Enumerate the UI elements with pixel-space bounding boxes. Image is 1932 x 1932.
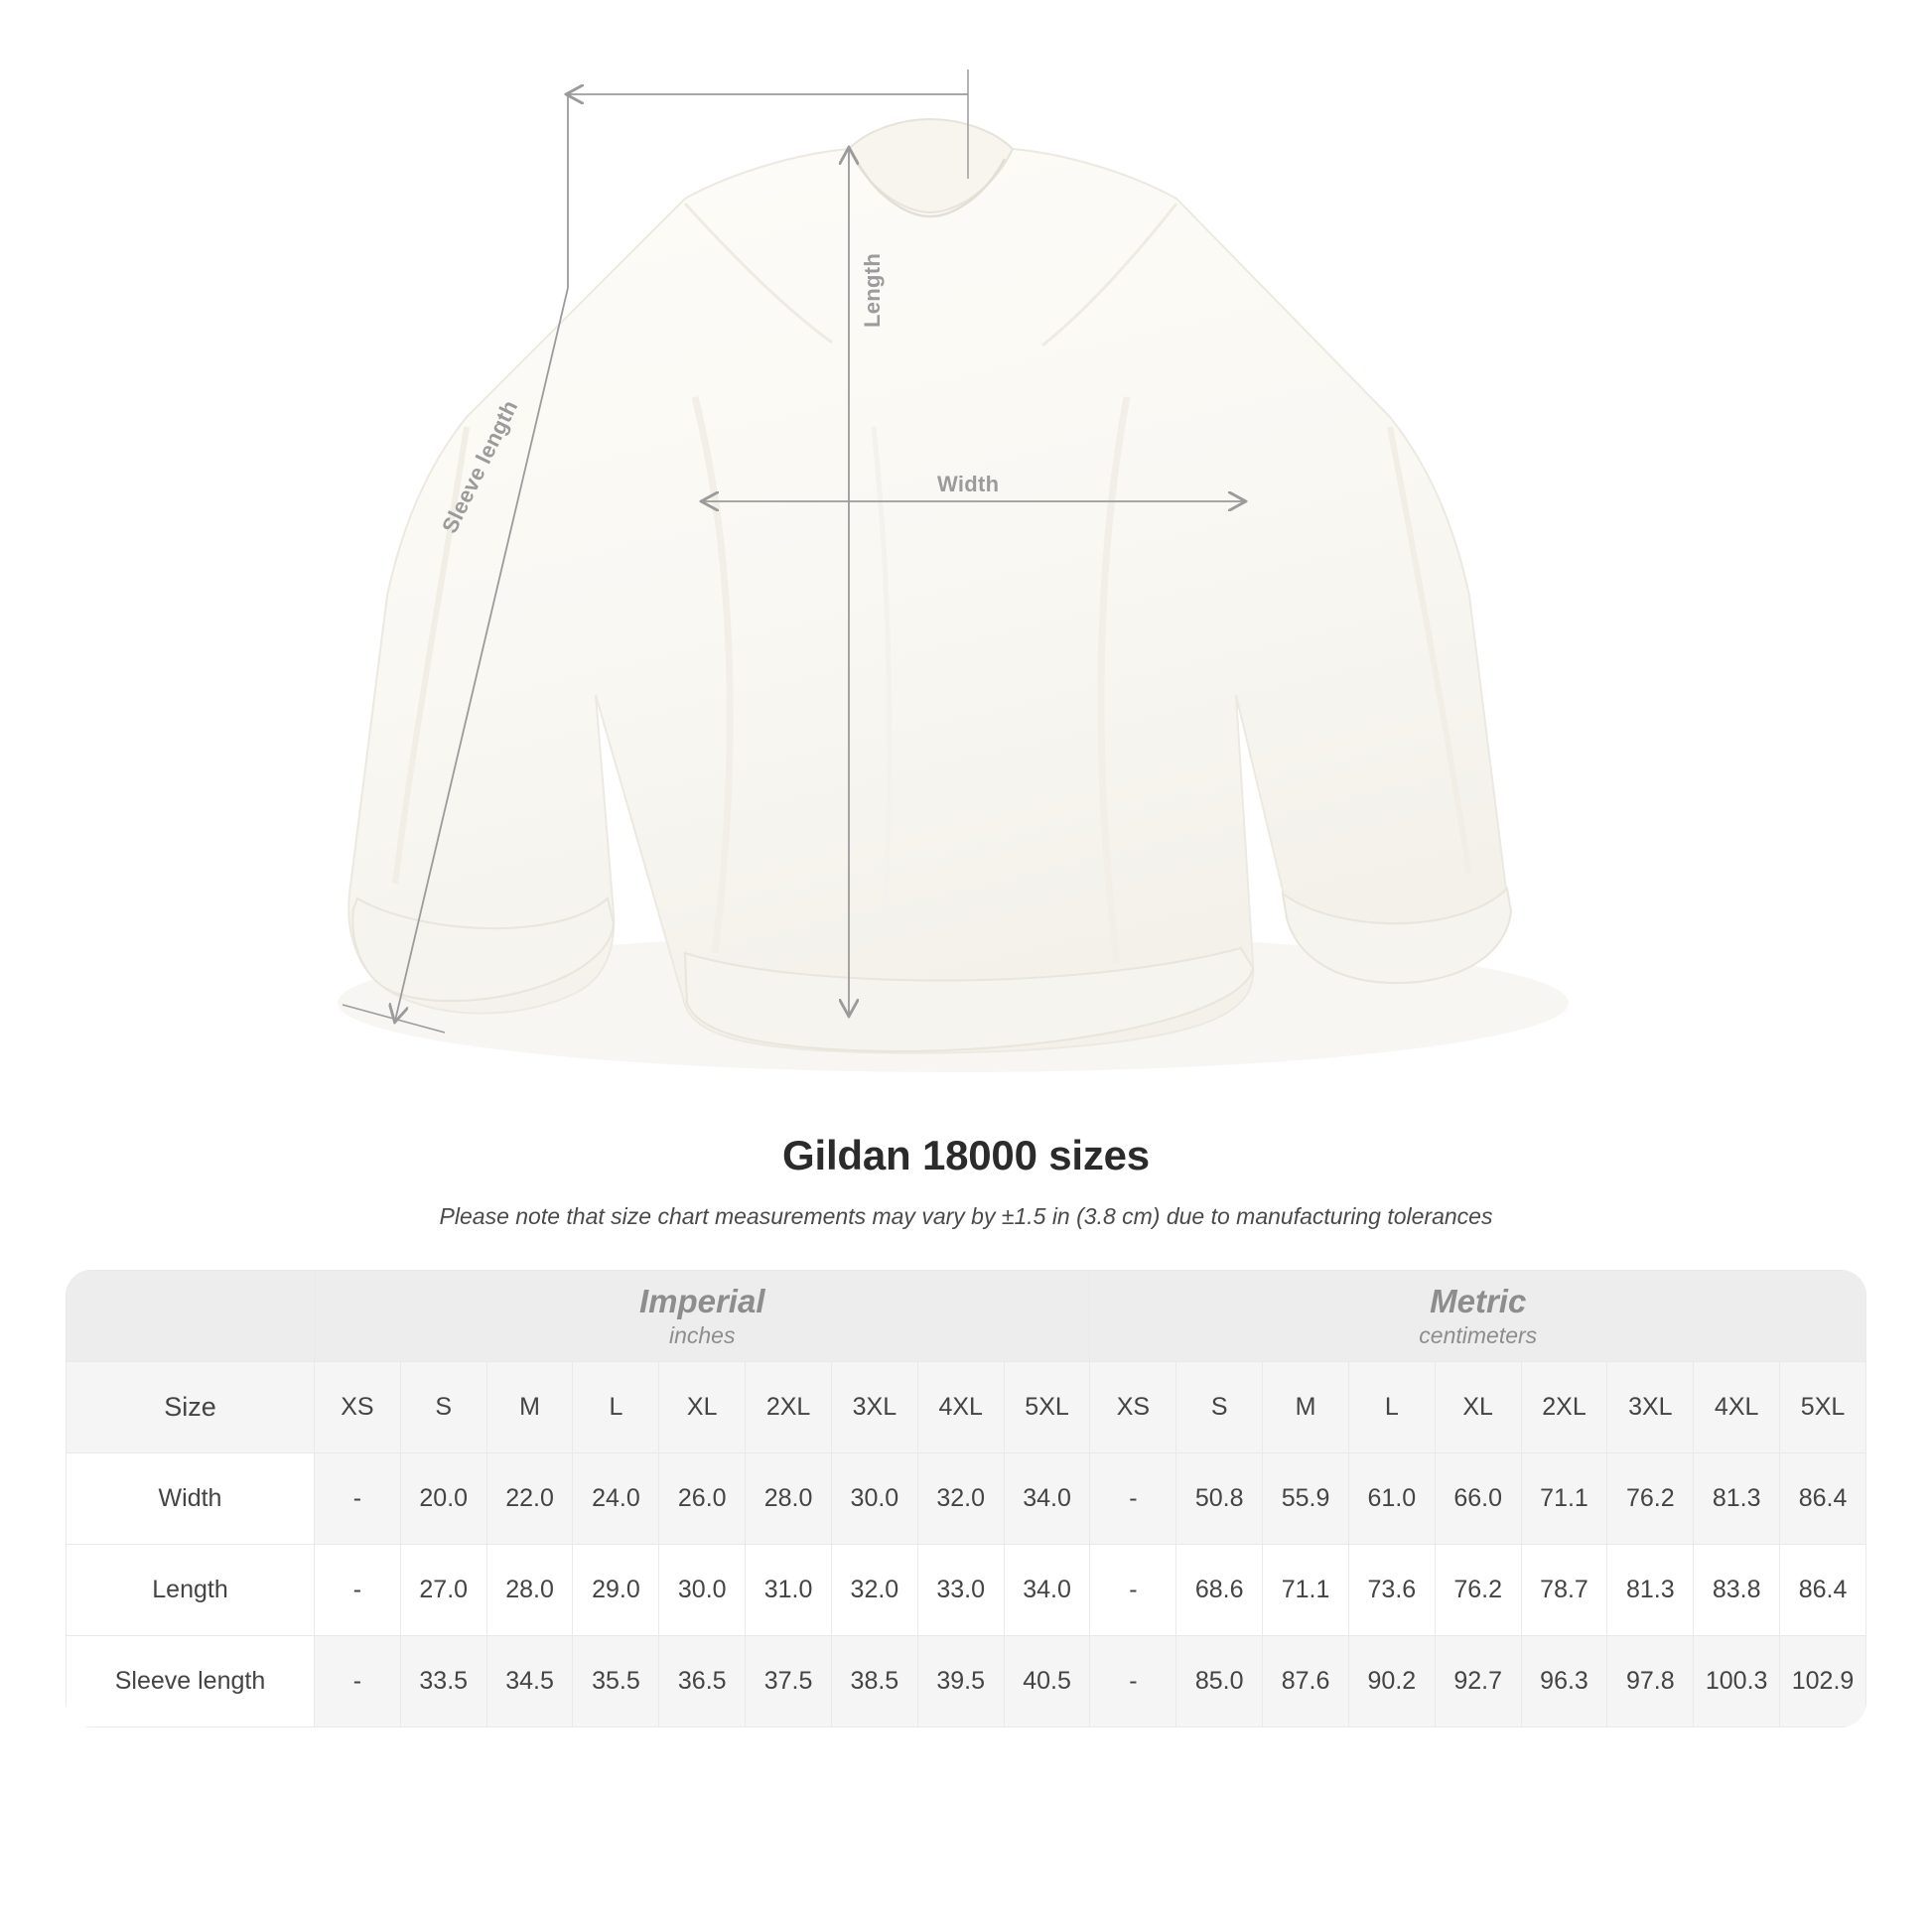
imperial-unit-name: Imperial xyxy=(638,1282,765,1319)
cell: 97.8 xyxy=(1607,1636,1694,1727)
page-title: Gildan 18000 sizes xyxy=(782,1132,1150,1178)
cell: 20.0 xyxy=(400,1453,486,1545)
cell: 96.3 xyxy=(1521,1636,1607,1727)
table-row xyxy=(67,1636,1866,1727)
cell: 102.9 xyxy=(1780,1636,1866,1727)
cell: 30.0 xyxy=(831,1453,917,1545)
cell: 27.0 xyxy=(400,1545,486,1636)
cell: 40.5 xyxy=(1004,1636,1090,1727)
cell: 33.5 xyxy=(400,1636,486,1727)
cell: 87.6 xyxy=(1263,1636,1349,1727)
cell: 31.0 xyxy=(746,1545,832,1636)
size-header-row xyxy=(67,1362,1866,1453)
row-label-sleeve-length: Sleeve length xyxy=(67,1636,315,1727)
cell: 37.5 xyxy=(746,1636,832,1727)
cell: - xyxy=(1090,1453,1176,1545)
cell: 61.0 xyxy=(1348,1453,1435,1545)
imperial-unit-sub: inches xyxy=(668,1322,736,1349)
cell: 71.1 xyxy=(1521,1453,1607,1545)
size-header-imperial-2xl: 2XL xyxy=(746,1362,832,1453)
cell: 28.0 xyxy=(486,1545,573,1636)
title-block xyxy=(0,1132,1932,1230)
unit-spacer-cell xyxy=(67,1271,315,1362)
size-chart-table xyxy=(66,1270,1866,1727)
cell: 29.0 xyxy=(573,1545,659,1636)
cell: 92.7 xyxy=(1435,1636,1521,1727)
cell: 55.9 xyxy=(1263,1453,1349,1545)
cell: 76.2 xyxy=(1607,1453,1694,1545)
cell: 73.6 xyxy=(1348,1545,1435,1636)
size-header-metric-l: L xyxy=(1348,1362,1435,1453)
cell: - xyxy=(315,1453,401,1545)
unit-header-row xyxy=(67,1271,1866,1362)
cell: 33.0 xyxy=(917,1545,1004,1636)
size-header-imperial-5xl: 5XL xyxy=(1004,1362,1090,1453)
cell: 85.0 xyxy=(1176,1636,1263,1727)
cell: 26.0 xyxy=(659,1453,746,1545)
cell: 90.2 xyxy=(1348,1636,1435,1727)
cell: 50.8 xyxy=(1176,1453,1263,1545)
cell: - xyxy=(1090,1545,1176,1636)
size-header-metric-xl: XL xyxy=(1435,1362,1521,1453)
imperial-unit-cell xyxy=(315,1271,1090,1362)
length-dimension-label: Length xyxy=(860,252,885,328)
cell: 100.3 xyxy=(1694,1636,1780,1727)
cell: 24.0 xyxy=(573,1453,659,1545)
cell: 83.8 xyxy=(1694,1545,1780,1636)
cell: 32.0 xyxy=(831,1545,917,1636)
size-header-metric-3xl: 3XL xyxy=(1607,1362,1694,1453)
cell: 76.2 xyxy=(1435,1545,1521,1636)
size-header-imperial-4xl: 4XL xyxy=(917,1362,1004,1453)
row-label-width: Width xyxy=(67,1453,315,1545)
metric-unit-name: Metric xyxy=(1430,1282,1527,1319)
size-header-imperial-xl: XL xyxy=(659,1362,746,1453)
cell: 34.0 xyxy=(1004,1545,1090,1636)
cell: 81.3 xyxy=(1694,1453,1780,1545)
size-header-metric-4xl: 4XL xyxy=(1694,1362,1780,1453)
metric-unit-sub: centimeters xyxy=(1419,1322,1538,1349)
cell: 81.3 xyxy=(1607,1545,1694,1636)
size-header-imperial-s: S xyxy=(400,1362,486,1453)
cell: 39.5 xyxy=(917,1636,1004,1727)
size-header-label: Size xyxy=(67,1362,315,1453)
cell: 86.4 xyxy=(1780,1453,1866,1545)
cell: 34.5 xyxy=(486,1636,573,1727)
sleeve-length-dimension-label: Sleeve length xyxy=(437,396,523,537)
cell: 22.0 xyxy=(486,1453,573,1545)
cell: 38.5 xyxy=(831,1636,917,1727)
size-header-imperial-l: L xyxy=(573,1362,659,1453)
cell: - xyxy=(1090,1636,1176,1727)
width-dimension-label: Width xyxy=(937,472,1000,496)
cell: 35.5 xyxy=(573,1636,659,1727)
table-row xyxy=(67,1545,1866,1636)
cell: 68.6 xyxy=(1176,1545,1263,1636)
size-header-metric-5xl: 5XL xyxy=(1780,1362,1866,1453)
size-header-metric-xs: XS xyxy=(1090,1362,1176,1453)
cell: - xyxy=(315,1636,401,1727)
cell: 66.0 xyxy=(1435,1453,1521,1545)
cell: 28.0 xyxy=(746,1453,832,1545)
row-label-length: Length xyxy=(67,1545,315,1636)
size-chart-table-wrapper xyxy=(66,1270,1866,1727)
size-header-metric-m: M xyxy=(1263,1362,1349,1453)
size-header-imperial-xs: XS xyxy=(315,1362,401,1453)
tolerance-note: Please note that size chart measurements may vary by ±1.5 in (3.8 cm) due to manufacturing tolerances xyxy=(439,1203,1493,1229)
cell: - xyxy=(315,1545,401,1636)
size-header-imperial-3xl: 3XL xyxy=(831,1362,917,1453)
cell: 86.4 xyxy=(1780,1545,1866,1636)
cell: 34.0 xyxy=(1004,1453,1090,1545)
cell: 30.0 xyxy=(659,1545,746,1636)
size-header-imperial-m: M xyxy=(486,1362,573,1453)
table-row xyxy=(67,1453,1866,1545)
size-header-metric-2xl: 2XL xyxy=(1521,1362,1607,1453)
cell: 71.1 xyxy=(1263,1545,1349,1636)
metric-unit-cell xyxy=(1090,1271,1866,1362)
size-header-metric-s: S xyxy=(1176,1362,1263,1453)
cell: 32.0 xyxy=(917,1453,1004,1545)
cell: 36.5 xyxy=(659,1636,746,1727)
cell: 78.7 xyxy=(1521,1545,1607,1636)
